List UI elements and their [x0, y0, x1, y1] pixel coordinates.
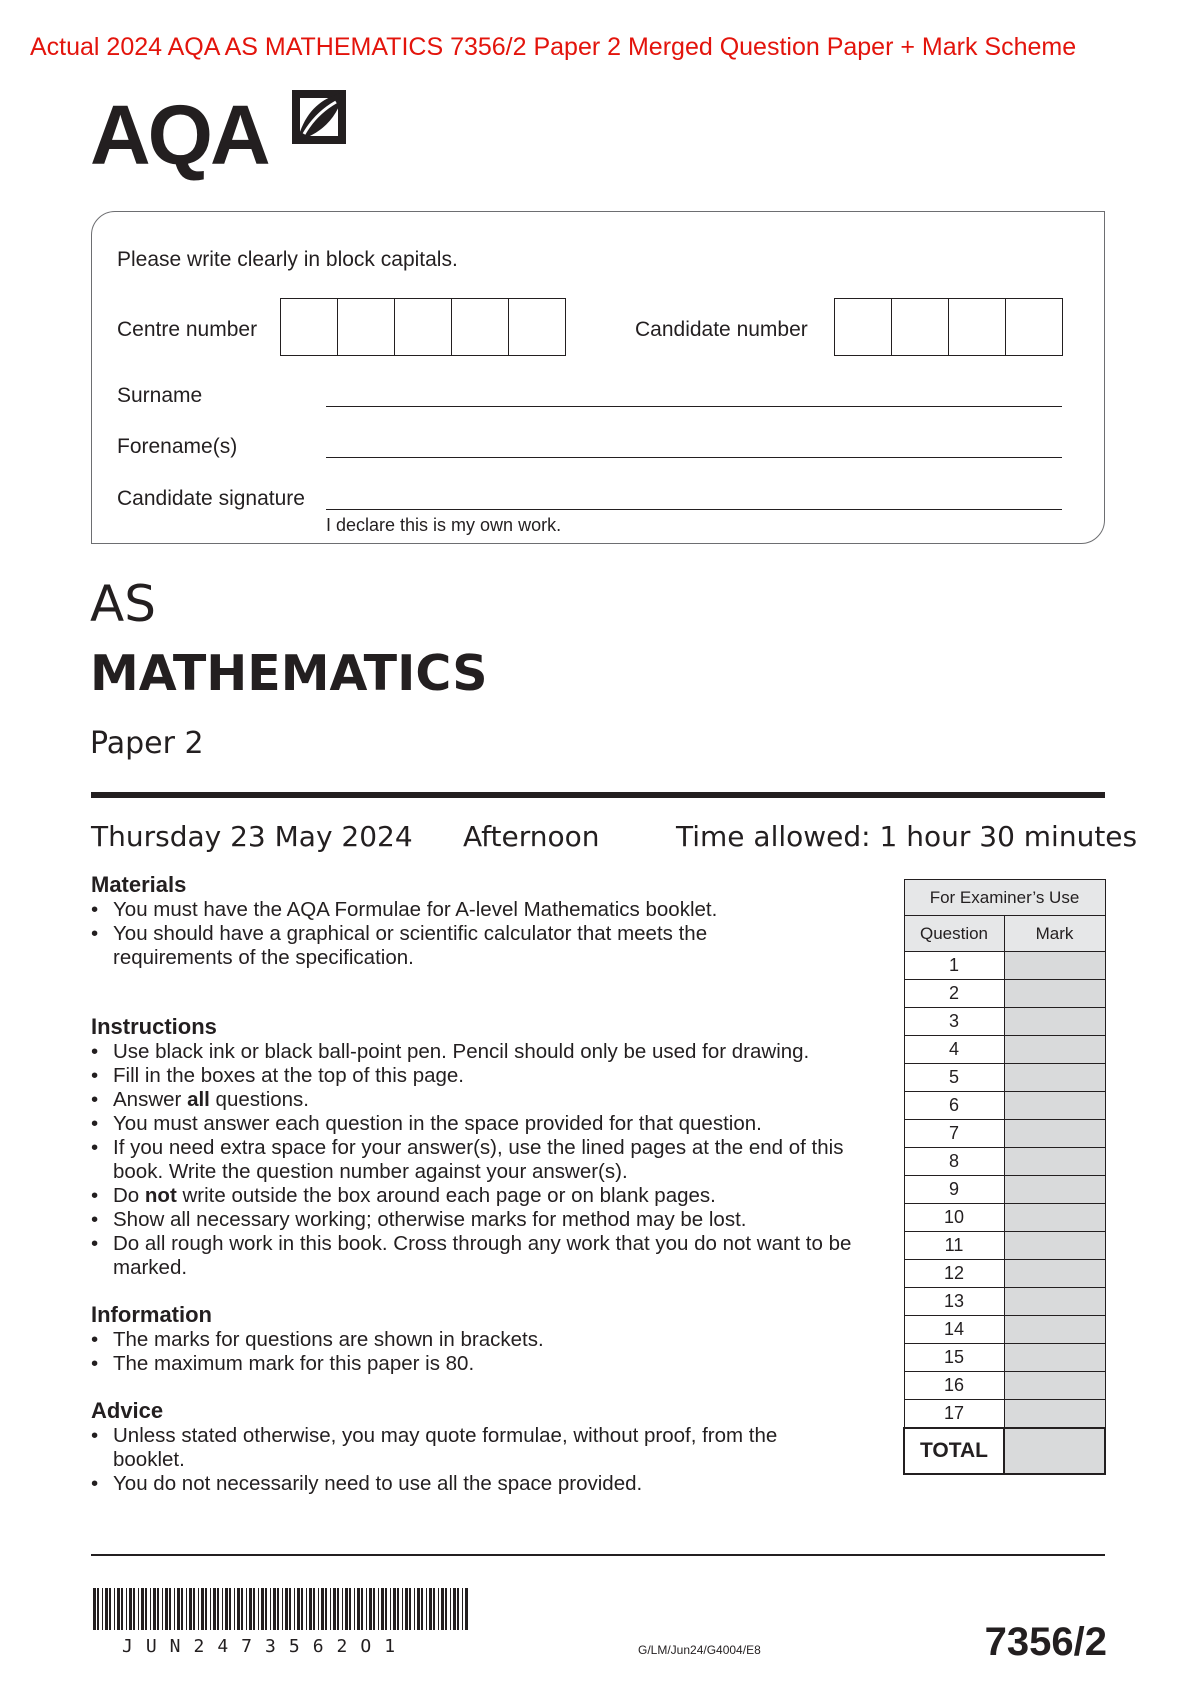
- barcode-bar: [153, 1588, 156, 1630]
- instructions-section: [91, 1014, 891, 1280]
- barcode-bar: [333, 1588, 336, 1630]
- barcode-bar: [306, 1588, 307, 1630]
- materials-section: [91, 872, 891, 970]
- mark-cell[interactable]: [1004, 1288, 1105, 1316]
- mark-cell[interactable]: [1004, 1372, 1105, 1400]
- barcode-digits: JUN2473562O1: [122, 1636, 409, 1657]
- barcode-bar: [390, 1588, 391, 1630]
- instructions-heading: Instructions: [91, 1014, 217, 1039]
- barcode-bar: [402, 1588, 403, 1630]
- question-number-cell: 9: [904, 1176, 1004, 1204]
- barcode-bar: [385, 1588, 387, 1630]
- paper-number: Paper 2: [90, 726, 204, 761]
- barcode-bar: [309, 1588, 312, 1630]
- barcode-bar: [285, 1588, 288, 1630]
- barcode-bar: [145, 1588, 147, 1630]
- barcode-bar: [150, 1588, 151, 1630]
- forenames-field[interactable]: [326, 457, 1062, 458]
- instructions-item: • You must answer each question in the space provided for that question.: [91, 1112, 891, 1136]
- mark-row: [904, 1400, 1105, 1429]
- barcode-bar: [201, 1588, 204, 1630]
- barcode-bar: [105, 1588, 108, 1630]
- question-column-header: Question: [904, 916, 1004, 952]
- examiners-use-table: [903, 879, 1106, 1475]
- centre-number-digit-box[interactable]: [509, 299, 565, 355]
- mark-cell[interactable]: [1004, 1148, 1105, 1176]
- examiners-use-title: For Examiner’s Use: [904, 880, 1105, 916]
- barcode-bar: [349, 1588, 351, 1630]
- barcode-bar: [114, 1588, 115, 1630]
- centre-number-label: Centre number: [117, 318, 258, 341]
- centre-number-digit-box[interactable]: [452, 299, 509, 355]
- candidate-number-boxes[interactable]: [834, 298, 1063, 356]
- advice-heading: Advice: [91, 1398, 164, 1423]
- barcode-bar: [429, 1588, 432, 1630]
- barcode-bar: [378, 1588, 379, 1630]
- instructions-item: • Show all necessary working; otherwise marks for method may be lost.: [91, 1208, 891, 1232]
- time-allowed: Time allowed: 1 hour 30 minutes: [676, 820, 1138, 853]
- barcode-bar: [265, 1588, 267, 1630]
- barcode-bar: [381, 1588, 384, 1630]
- document-reference: G/LM/Jun24/G4004/E8: [638, 1643, 761, 1657]
- mark-row: [904, 952, 1105, 980]
- barcode-bar: [258, 1588, 259, 1630]
- centre-number-boxes[interactable]: [280, 298, 566, 356]
- barcode-bar: [157, 1588, 159, 1630]
- document-title-banner: Actual 2024 AQA AS MATHEMATICS 7356/2 Paper 2 Merged Question Paper + Mark Scheme: [30, 33, 1077, 61]
- barcode-bar: [342, 1588, 343, 1630]
- barcode-bar: [174, 1588, 175, 1630]
- mark-cell[interactable]: [1004, 1176, 1105, 1204]
- barcode-bar: [457, 1588, 459, 1630]
- barcode-bar: [325, 1588, 327, 1630]
- barcode-bar: [141, 1588, 144, 1630]
- barcode-bar: [97, 1588, 99, 1630]
- mark-row: [904, 1344, 1105, 1372]
- block-capitals-instruction: Please write clearly in block capitals.: [117, 248, 458, 271]
- barcode-bar: [193, 1588, 195, 1630]
- barcode-bar: [366, 1588, 367, 1630]
- total-label: TOTAL: [904, 1428, 1004, 1474]
- question-number-cell: 4: [904, 1036, 1004, 1064]
- subject-level: AS: [90, 575, 156, 633]
- divider-rule: [91, 792, 1105, 798]
- barcode-bar: [225, 1588, 228, 1630]
- barcode-bar: [241, 1588, 243, 1630]
- barcode-bar: [318, 1588, 319, 1630]
- front-cover-notes: [91, 872, 891, 1518]
- barcode-bar: [229, 1588, 231, 1630]
- barcode-bar: [330, 1588, 331, 1630]
- barcode-bar: [186, 1588, 187, 1630]
- barcode-bar: [450, 1588, 451, 1630]
- mark-cell[interactable]: [1004, 1232, 1105, 1260]
- barcode-bar: [181, 1588, 183, 1630]
- mark-row: [904, 1260, 1105, 1288]
- barcode-bar: [373, 1588, 375, 1630]
- candidate-details-box: [91, 211, 1105, 544]
- footer-rule: [91, 1554, 1105, 1556]
- barcode-bar: [246, 1588, 247, 1630]
- instructions-item: • If you need extra space for your answer(s), use the lined pages at the end of this book. Write the question number against your answer(s).: [91, 1136, 891, 1184]
- barcode-bar: [169, 1588, 171, 1630]
- advice-item: • Unless stated otherwise, you may quote formulae, without proof, from the booklet.: [91, 1424, 891, 1472]
- barcode-bar: [345, 1588, 348, 1630]
- instructions-item: • Do not write outside the box around each page or on blank pages.: [91, 1184, 891, 1208]
- aqa-logo: [90, 88, 350, 183]
- candidate-number-label: Candidate number: [635, 318, 808, 341]
- barcode-bar: [222, 1588, 223, 1630]
- question-number-cell: 15: [904, 1344, 1004, 1372]
- barcode-bar: [337, 1588, 339, 1630]
- mark-cell[interactable]: [1004, 1064, 1105, 1092]
- barcode-bar: [277, 1588, 279, 1630]
- declaration-text: I declare this is my own work.: [326, 515, 562, 535]
- barcode-bar: [409, 1588, 411, 1630]
- barcode-bar: [249, 1588, 252, 1630]
- question-number-cell: 11: [904, 1232, 1004, 1260]
- mark-cell[interactable]: [1004, 1036, 1105, 1064]
- barcode-bar: [438, 1588, 439, 1630]
- mark-row: [904, 980, 1105, 1008]
- mark-row: [904, 1064, 1105, 1092]
- question-number-cell: 14: [904, 1316, 1004, 1344]
- barcode-bar: [121, 1588, 123, 1630]
- exam-date: Thursday 23 May 2024: [91, 820, 413, 853]
- question-number-cell: 1: [904, 952, 1004, 980]
- candidate-number-digit-box[interactable]: [835, 299, 892, 355]
- mark-row: [904, 1092, 1105, 1120]
- information-item: • The maximum mark for this paper is 80.: [91, 1352, 891, 1376]
- barcode-bar: [205, 1588, 207, 1630]
- barcode-bar: [261, 1588, 264, 1630]
- centre-number-digit-box[interactable]: [338, 299, 395, 355]
- barcode-bar: [138, 1588, 139, 1630]
- mark-cell[interactable]: [1004, 1316, 1105, 1344]
- barcode-bar: [405, 1588, 408, 1630]
- barcode-bar: [301, 1588, 303, 1630]
- signature-label: Candidate signature: [117, 487, 305, 510]
- paper-code: 7356/2: [984, 1620, 1107, 1664]
- mark-row: [904, 1372, 1105, 1400]
- question-number-cell: 10: [904, 1204, 1004, 1232]
- aqa-leaf-icon: [292, 88, 348, 144]
- barcode-bar: [294, 1588, 295, 1630]
- question-number-cell: 2: [904, 980, 1004, 1008]
- mark-row: [904, 1120, 1105, 1148]
- barcode-bar: [189, 1588, 192, 1630]
- mark-row: [904, 1176, 1105, 1204]
- mark-row: [904, 1232, 1105, 1260]
- materials-item: • You should have a graphical or scientific calculator that meets the requirements of the specification.: [91, 922, 891, 970]
- barcode-bar: [253, 1588, 255, 1630]
- surname-label: Surname: [117, 384, 203, 407]
- barcode-bar: [234, 1588, 235, 1630]
- barcode-bar: [93, 1588, 96, 1630]
- total-mark-cell[interactable]: [1004, 1428, 1105, 1474]
- question-number-cell: 17: [904, 1400, 1004, 1429]
- question-number-cell: 6: [904, 1092, 1004, 1120]
- barcode-bar: [213, 1588, 216, 1630]
- barcode-bar: [397, 1588, 399, 1630]
- barcode-bar: [129, 1588, 132, 1630]
- question-number-cell: 7: [904, 1120, 1004, 1148]
- mark-row: [904, 1204, 1105, 1232]
- information-item: • The marks for questions are shown in brackets.: [91, 1328, 891, 1352]
- mark-cell[interactable]: [1004, 980, 1105, 1008]
- candidate-number-digit-box[interactable]: [892, 299, 949, 355]
- barcode-bar: [361, 1588, 363, 1630]
- barcode-bar: [453, 1588, 456, 1630]
- mark-row: [904, 1288, 1105, 1316]
- centre-number-digit-box[interactable]: [395, 299, 452, 355]
- forenames-label: Forename(s): [117, 435, 238, 458]
- advice-section: [91, 1398, 891, 1496]
- instructions-item: • Answer all questions.: [91, 1088, 891, 1112]
- instructions-item: • Use black ink or black ball-point pen. Pencil should only be used for drawing.: [91, 1040, 891, 1064]
- barcode-bar: [210, 1588, 211, 1630]
- barcode-bar: [297, 1588, 300, 1630]
- barcode-bar: [270, 1588, 271, 1630]
- barcode-bar: [445, 1588, 447, 1630]
- barcode-bar: [162, 1588, 163, 1630]
- mark-cell[interactable]: [1004, 1344, 1105, 1372]
- barcode-bar: [417, 1588, 420, 1630]
- mark-cell[interactable]: [1004, 1008, 1105, 1036]
- barcode-bar: [465, 1588, 468, 1630]
- barcode-bar: [313, 1588, 315, 1630]
- barcode-bar: [414, 1588, 415, 1630]
- barcode-bar: [102, 1588, 103, 1630]
- mark-row: [904, 1148, 1105, 1176]
- barcode-bar: [165, 1588, 168, 1630]
- mark-cell[interactable]: [1004, 1120, 1105, 1148]
- instructions-item: • Do all rough work in this book. Cross through any work that you do not want to be marked.: [91, 1232, 891, 1280]
- aqa-logo-text: AQA: [90, 88, 268, 182]
- question-number-cell: 12: [904, 1260, 1004, 1288]
- barcode-bar: [462, 1588, 463, 1630]
- barcode-bar: [198, 1588, 199, 1630]
- barcode: [91, 1588, 471, 1630]
- barcode-bar: [357, 1588, 360, 1630]
- barcode-bar: [289, 1588, 291, 1630]
- barcode-bar: [177, 1588, 180, 1630]
- advice-item: • You do not necessarily need to use all the space provided.: [91, 1472, 891, 1496]
- barcode-bar: [369, 1588, 372, 1630]
- question-number-cell: 5: [904, 1064, 1004, 1092]
- barcode-bar: [109, 1588, 111, 1630]
- candidate-number-digit-box[interactable]: [1006, 299, 1062, 355]
- question-number-cell: 3: [904, 1008, 1004, 1036]
- mark-column-header: Mark: [1004, 916, 1105, 952]
- barcode-bar: [273, 1588, 276, 1630]
- materials-heading: Materials: [91, 872, 187, 897]
- barcode-bar: [393, 1588, 396, 1630]
- question-number-cell: 16: [904, 1372, 1004, 1400]
- barcode-bar: [126, 1588, 127, 1630]
- barcode-bar: [133, 1588, 135, 1630]
- information-heading: Information: [91, 1302, 212, 1327]
- materials-item: • You must have the AQA Formulae for A-level Mathematics booklet.: [91, 898, 891, 922]
- mark-cell[interactable]: [1004, 1400, 1105, 1429]
- mark-cell[interactable]: [1004, 952, 1105, 980]
- barcode-bar: [421, 1588, 423, 1630]
- barcode-bar: [354, 1588, 355, 1630]
- exam-session: Afternoon: [463, 820, 600, 853]
- barcode-bar: [282, 1588, 283, 1630]
- barcode-bar: [321, 1588, 324, 1630]
- instructions-item: • Fill in the boxes at the top of this page.: [91, 1064, 891, 1088]
- barcode-bar: [117, 1588, 120, 1630]
- mark-cell[interactable]: [1004, 1092, 1105, 1120]
- mark-row: [904, 1316, 1105, 1344]
- centre-number-digit-box[interactable]: [281, 299, 338, 355]
- information-section: [91, 1302, 891, 1376]
- barcode-bar: [217, 1588, 219, 1630]
- mark-row: [904, 1036, 1105, 1064]
- barcode-bar: [237, 1588, 240, 1630]
- surname-field[interactable]: [326, 406, 1062, 407]
- question-number-cell: 8: [904, 1148, 1004, 1176]
- mark-cell[interactable]: [1004, 1260, 1105, 1288]
- mark-cell[interactable]: [1004, 1204, 1105, 1232]
- barcode-bar: [433, 1588, 435, 1630]
- subject-name: MATHEMATICS: [90, 645, 488, 702]
- question-number-cell: 13: [904, 1288, 1004, 1316]
- candidate-number-digit-box[interactable]: [949, 299, 1006, 355]
- mark-row: [904, 1008, 1105, 1036]
- total-row: [904, 1428, 1105, 1474]
- barcode-bar: [441, 1588, 444, 1630]
- barcode-bar: [426, 1588, 427, 1630]
- signature-field[interactable]: [326, 509, 1062, 510]
